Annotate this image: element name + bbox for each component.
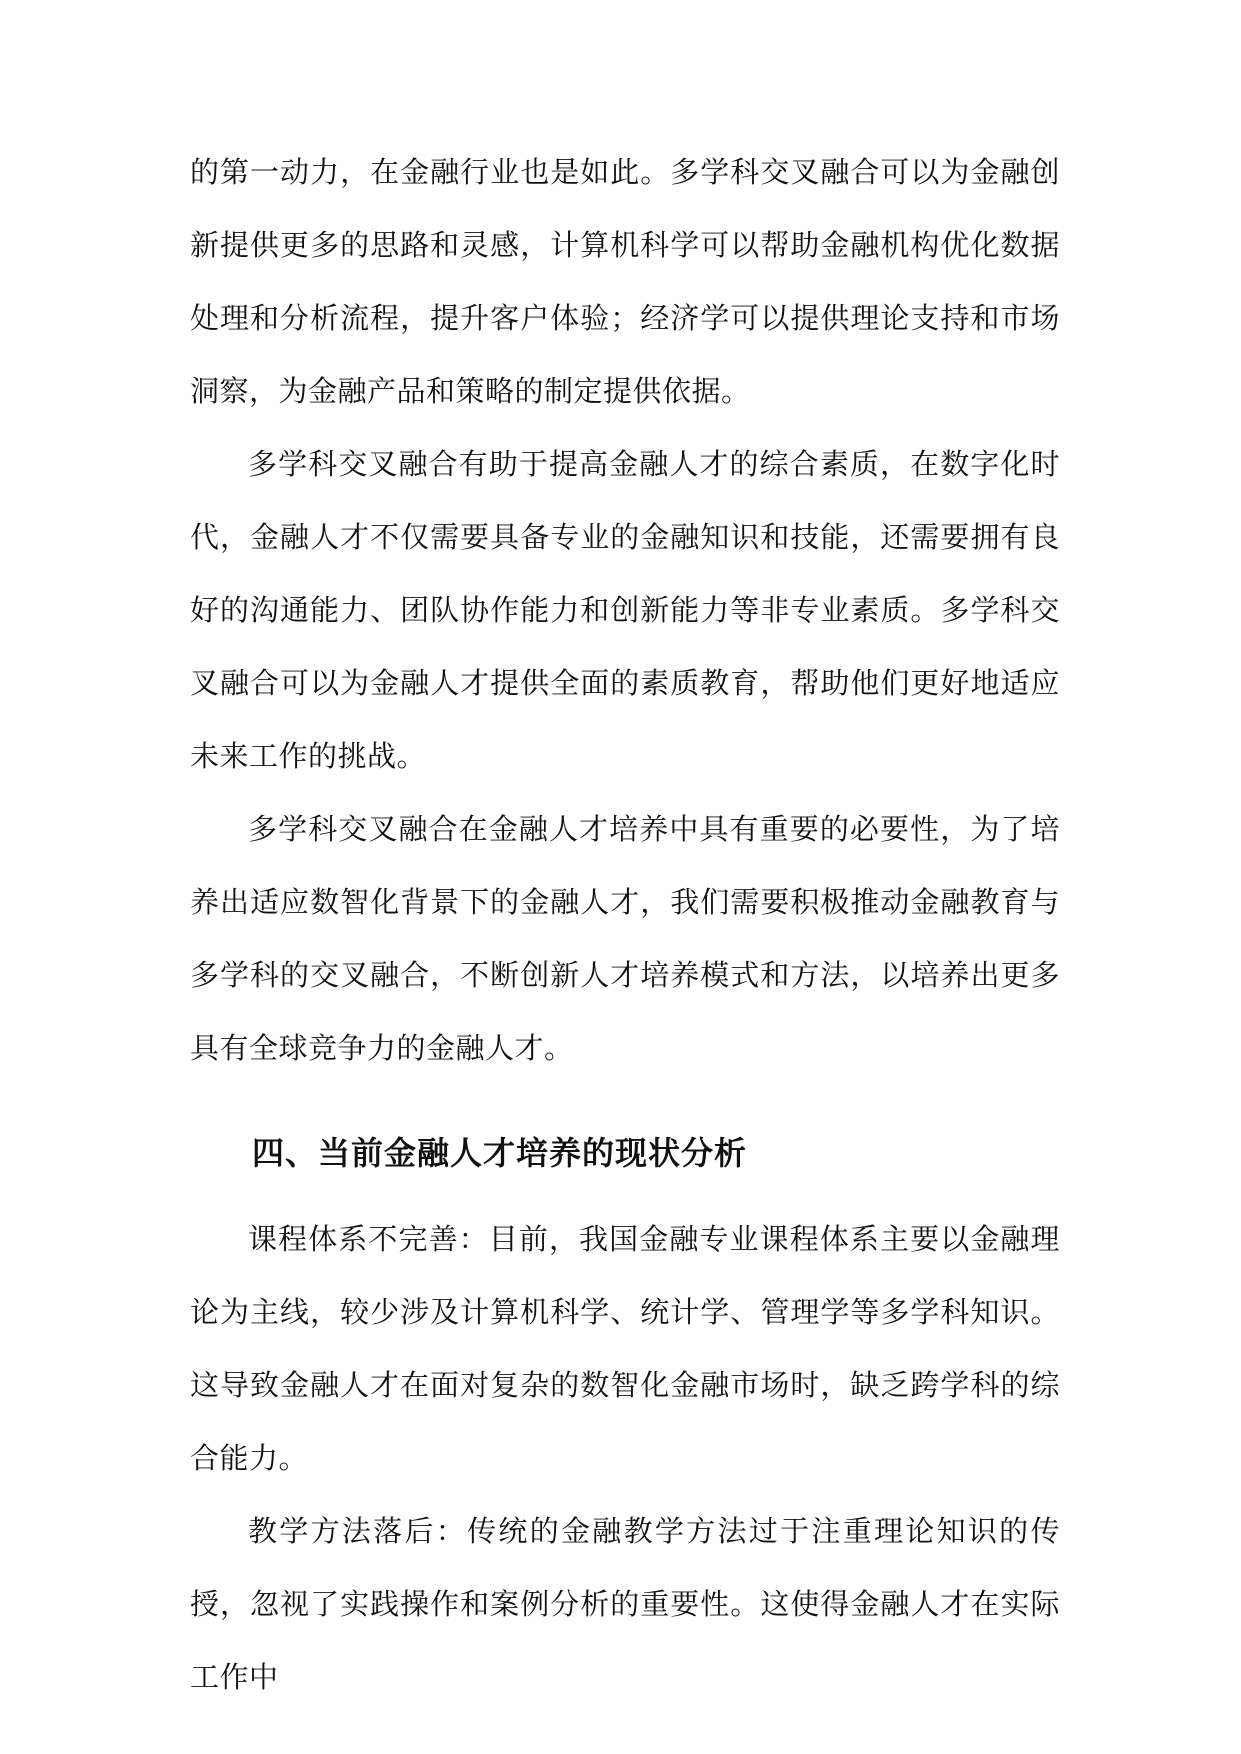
paragraph-curriculum: 课程体系不完善：目前，我国金融专业课程体系主要以金融理论为主线，较少涉及计算机科学、统计学、管理学等多学科知识。这导致金融人才在面对复杂的数智化金融市场时，缺乏跨学科的综合能力。 [190, 1222, 1060, 1475]
paragraph-necessity: 多学科交叉融合在金融人才培养中具有重要的必要性，为了培养出适应数智化背景下的金融人才，我们需要积极推动金融教育与多学科的交叉融合，不断创新人才培养模式和方法，以培养出更多具有全球竞争力的金融人才。 [190, 812, 1060, 1065]
paragraph-comprehensive-quality: 多学科交叉融合有助于提高金融人才的综合素质，在数字化时代，金融人才不仅需要具备专业的金融知识和技能，还需要拥有良好的沟通能力、团队协作能力和创新能力等非专业素质。多学科交叉融合可以为金融人才提供全面的素质教育，帮助他们更好地适应未来工作的挑战。 [190, 447, 1060, 773]
document-body [190, 136, 1060, 1714]
paragraph-teaching-methods: 教学方法落后：传统的金融教学方法过于注重理论知识的传授，忽视了实践操作和案例分析的重要性。这使得金融人才在实际工作中 [190, 1514, 1060, 1694]
paragraph-continuation: 的第一动力，在金融行业也是如此。多学科交叉融合可以为金融创新提供更多的思路和灵感，计算机科学可以帮助金融机构优化数据处理和分析流程，提升客户体验；经济学可以提供理论支持和市场洞察，为金融产品和策略的制定提供依据。 [190, 155, 1060, 408]
section-heading: 四、当前金融人才培养的现状分析 [252, 1134, 748, 1172]
